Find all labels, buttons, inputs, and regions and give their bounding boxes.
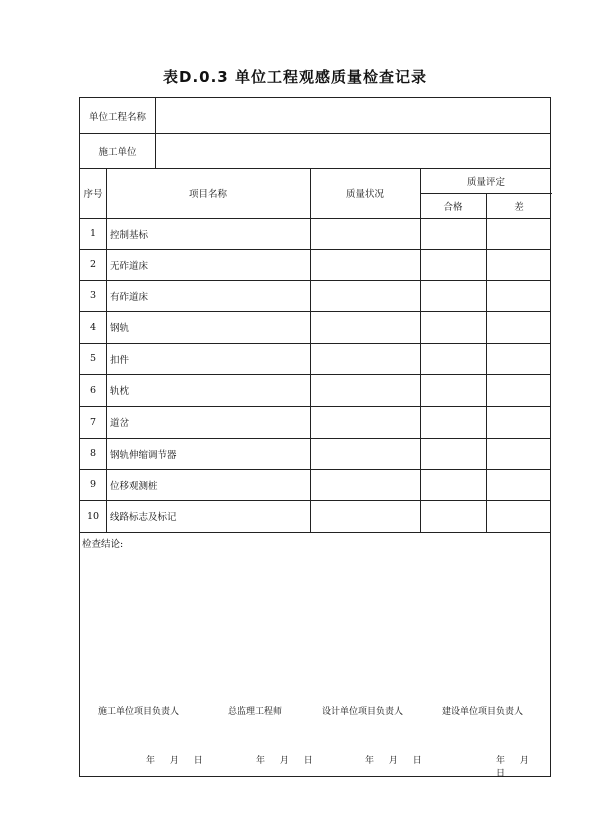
unit-project-name-value[interactable]: [155, 98, 552, 133]
col-divider: [420, 168, 421, 532]
col-divider: [486, 193, 487, 532]
col-header-item-name: 项目名称: [188, 189, 227, 200]
row-item-name: 钢轨: [110, 323, 130, 334]
row-number: 9: [89, 479, 97, 490]
row-item-name: 钢轨伸缩调节器: [110, 449, 177, 461]
signature-chief-supervisor: 总监理工程师: [228, 707, 283, 717]
row-number: 4: [89, 321, 97, 333]
page-title: 表D.0.3 单位工程观感质量检查记录: [163, 68, 427, 86]
col-header-pass: 合格: [443, 201, 463, 213]
row-item-name: 道岔: [110, 418, 130, 429]
construction-unit-value[interactable]: [155, 133, 552, 168]
col-header-poor: 差: [514, 201, 524, 213]
col-header-quality-status: 质量状况: [345, 189, 384, 200]
row-item-name: 有砟道床: [110, 291, 149, 303]
row-item-name: 线路标志及标记: [110, 512, 177, 523]
row-number: 5: [89, 353, 97, 364]
conclusion-label: 检查结论:: [82, 539, 124, 550]
row-item-name: 无砟道床: [110, 260, 149, 272]
row-number: 2: [89, 259, 97, 270]
row-number: 1: [89, 228, 97, 239]
col-header-quality-rating: 质量评定: [466, 176, 505, 188]
unit-project-name-label: 单位工程名称: [88, 111, 146, 123]
row-item-name: 扣件: [110, 354, 130, 366]
date-design-lead: 年 月 日: [365, 756, 422, 766]
date-owner-lead: 年 月 日: [496, 756, 529, 779]
row-item-name: 位移观测桩: [110, 480, 158, 492]
row-number: 6: [89, 384, 97, 396]
signature-design-lead: 设计单位项目负责人: [322, 707, 404, 717]
row-number: 7: [89, 416, 97, 428]
row-number: 10: [86, 510, 100, 522]
signature-construction-lead: 施工单位项目负责人: [98, 707, 180, 717]
date-chief-supervisor: 年 月 日: [256, 756, 313, 766]
row-number: 3: [89, 290, 97, 301]
row-item-name: 控制基标: [110, 229, 149, 241]
date-construction-lead: 年 月 日: [146, 756, 203, 766]
row-divider: [80, 532, 550, 533]
row-number: 8: [89, 448, 97, 459]
signature-owner-lead: 建设单位项目负责人: [442, 707, 524, 717]
col-header-seq: 序号: [83, 189, 103, 200]
inspection-table: [79, 97, 551, 777]
construction-unit-label: 施工单位: [98, 146, 137, 158]
col-divider: [310, 168, 311, 532]
row-item-name: 轨枕: [110, 386, 130, 397]
